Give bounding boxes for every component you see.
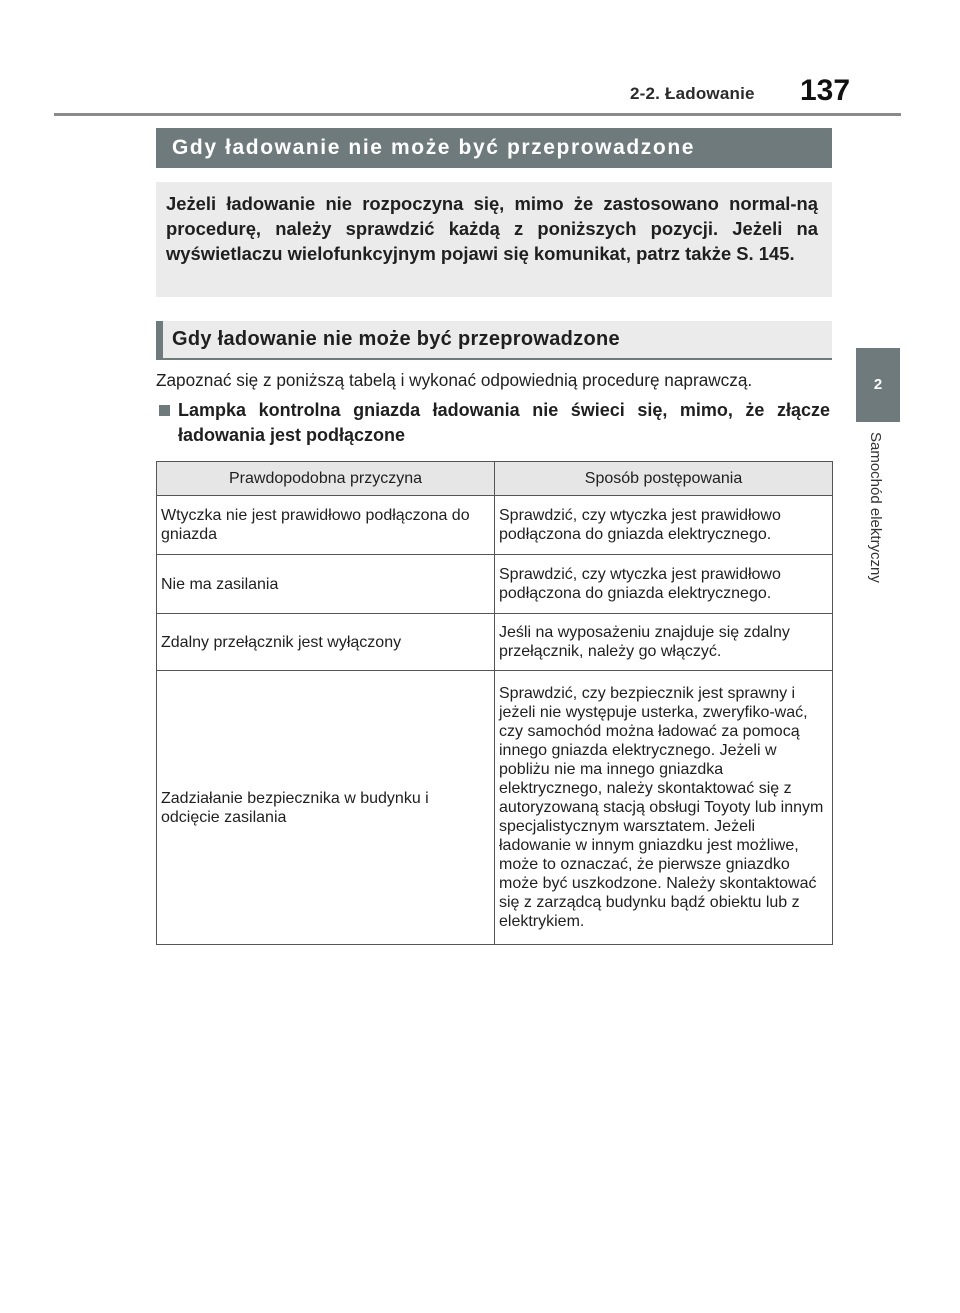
header-divider (54, 113, 901, 116)
action-cell: Sprawdzić, czy bezpiecznik jest sprawny i jeżeli nie występuje usterka, zweryfiko-wać, czy samochód można ładować za pomocą innego gniazda elektrycznego. Jeżeli w pobliżu nie ma innego gniazdka elektrycznego, należy skontaktować się z autoryzowaną stacją obsługi Toyoty lub innym specjalistycznym warsztatem. Jeżeli ładowanie w innym gniazdku jest możliwe, może to oznaczać, że pierwsze gniazdko może być uszkodzone. Należy skontaktować się z zarządcą budynku bądź obiektu lub z elektrykiem. (495, 671, 833, 945)
square-bullet-icon (159, 405, 170, 416)
sub-heading-accent (156, 321, 163, 358)
chapter-number: 2 (873, 376, 883, 393)
action-cell: Sprawdzić, czy wtyczka jest prawidłowo podłączona do gniazda elektrycznego. (495, 496, 833, 555)
cause-cell: Nie ma zasilania (157, 555, 495, 614)
sub-heading-bar (156, 321, 832, 360)
table-row (157, 555, 833, 614)
action-cell: Jeśli na wyposażeniu znajduje się zdalny przełącznik, należy go włączyć. (495, 614, 833, 671)
table-row (157, 614, 833, 671)
sub-heading: Gdy ładowanie nie może być przeprowadzone (172, 328, 620, 350)
bullet-heading: Lampka kontrolna gniazda ładowania nie świeci się, mimo, że złącze ładowania jest podłączone (178, 400, 830, 445)
intro-box (156, 182, 832, 297)
cause-cell: Zdalny przełącznik jest wyłączony (157, 614, 495, 671)
section-label: 2-2. Ładowanie (630, 84, 755, 103)
cause-cell: Wtyczka nie jest prawidłowo podłączona do gniazda (157, 496, 495, 555)
table-row (157, 671, 833, 945)
table-header-row (157, 462, 833, 496)
troubleshooting-table (156, 461, 833, 945)
body-paragraph: Zapoznać się z poniższą tabelą i wykonać odpowiednią procedurę naprawczą. (156, 370, 753, 390)
table-row (157, 496, 833, 555)
chapter-title: Samochód elektryczny (867, 432, 884, 583)
main-heading: Gdy ładowanie nie może być przeprowadzone (172, 136, 696, 159)
header-action: Sposób postępowania (495, 462, 833, 496)
page-number: 137 (800, 74, 851, 107)
action-cell: Sprawdzić, czy wtyczka jest prawidłowo podłączona do gniazda elektrycznego. (495, 555, 833, 614)
main-heading-bar (156, 128, 832, 168)
chapter-title-wrap (867, 432, 889, 632)
header-cause: Prawdopodobna przyczyna (157, 462, 495, 496)
intro-text: Jeżeli ładowanie nie rozpoczyna się, mimo że zastosowano normal-ną procedurę, należy sprawdzić każdą z poniższych pozycji. Jeżeli na wyświetlaczu wielofunkcyjnym pojawi się komunikat, patrz także S. 145. (166, 193, 818, 264)
cause-cell: Zadziałanie bezpiecznika w budynku i odcięcie zasilania (157, 671, 495, 945)
